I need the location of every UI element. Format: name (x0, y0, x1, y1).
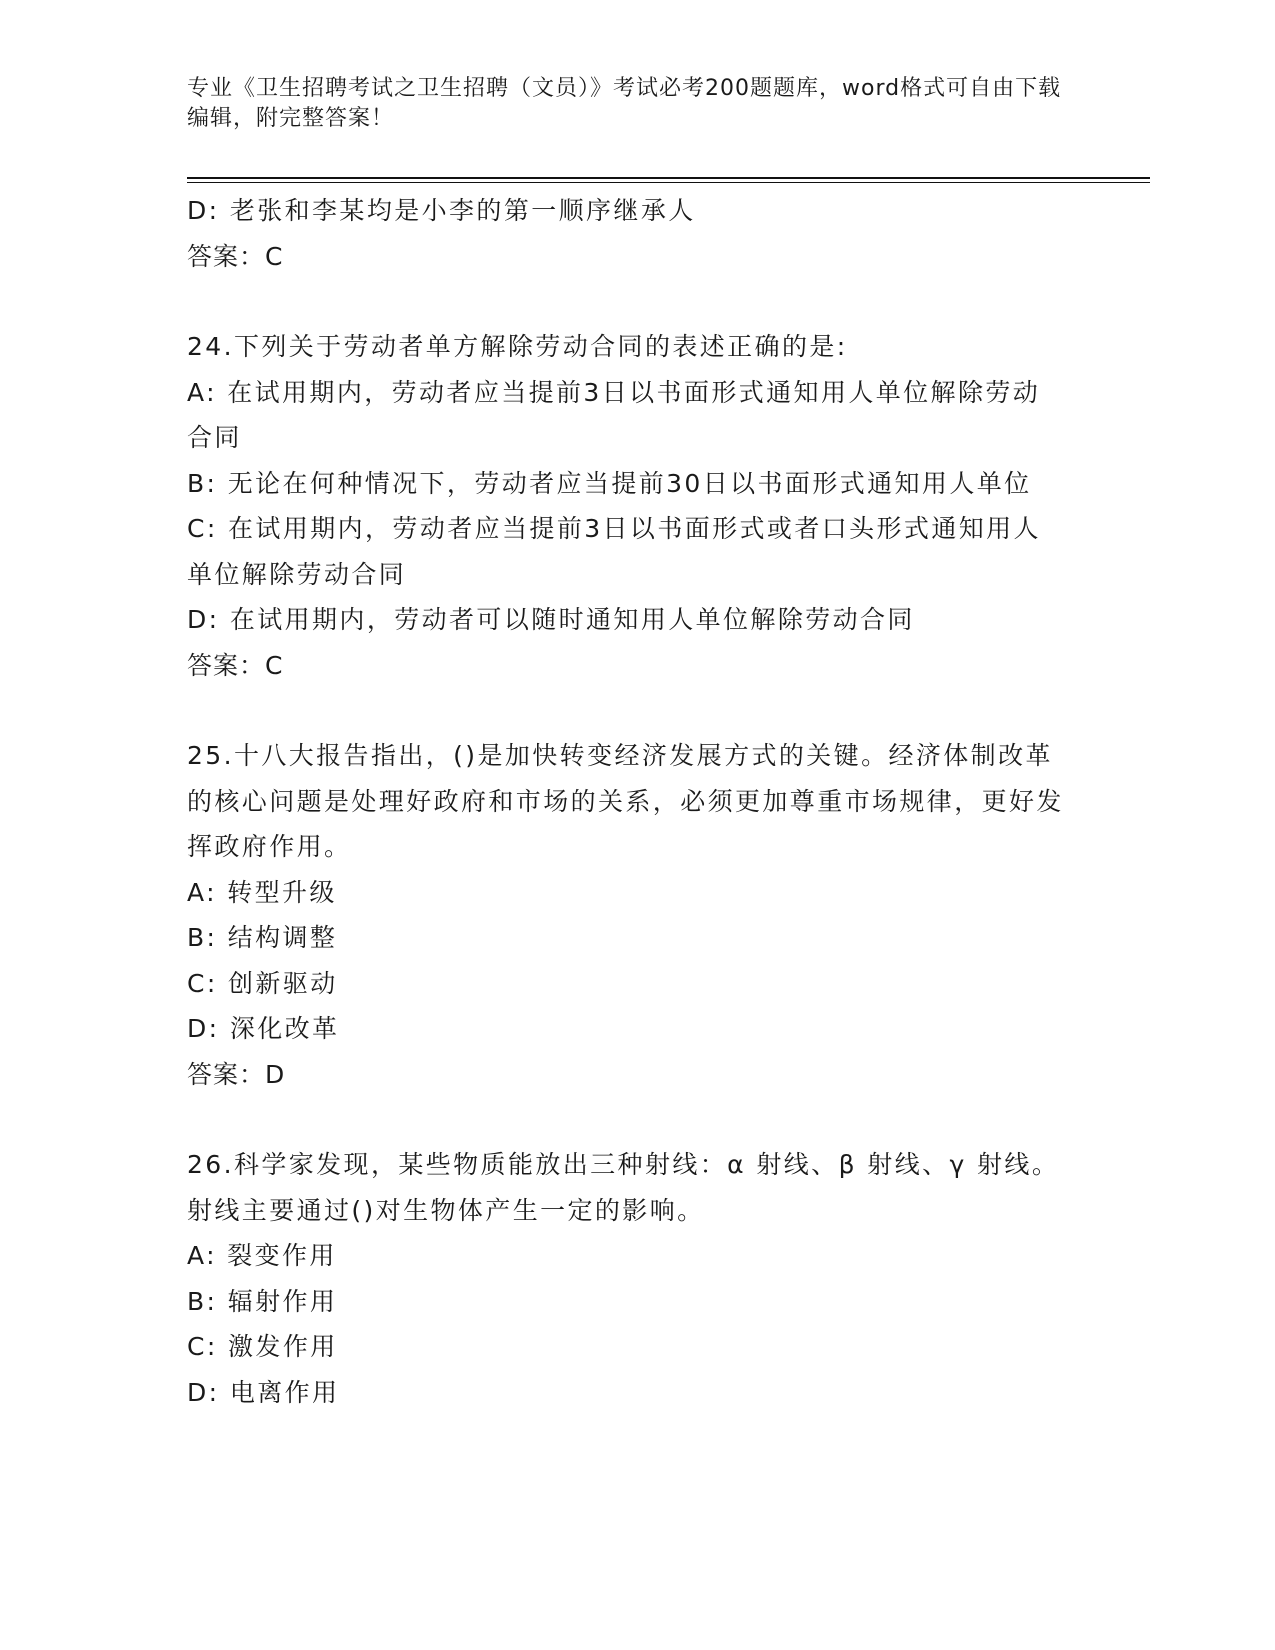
question-25 (187, 733, 1067, 1097)
option-a: A: 裂变作用 (187, 1241, 337, 1270)
answer: 答案：C (187, 241, 284, 271)
document-header-title: 专业《卫生招聘考试之卫生招聘（文员）》考试必考200题题库，word格式可自由下载编辑，附完整答案！ (187, 76, 1062, 131)
option-d: D: 在试用期内，劳动者可以随时通知用人单位解除劳动合同 (187, 605, 915, 634)
option-b: B: 结构调整 (187, 923, 338, 952)
header-divider-thin (187, 182, 1150, 183)
option-c: C: 在试用期内，劳动者应当提前3日以书面形式或者口头形式通知用人单位解除劳动合同 (187, 514, 1041, 589)
option-d: D: 电离作用 (187, 1377, 340, 1407)
option-a: A: 在试用期内，劳动者应当提前3日以书面形式通知用人单位解除劳动合同 (187, 377, 1041, 452)
option-a: A: 转型升级 (187, 877, 337, 907)
spacer (187, 279, 1067, 324)
question-23-continuation (187, 188, 1067, 279)
option-c: C: 创新驱动 (187, 968, 338, 998)
option-b: B: 辐射作用 (187, 1286, 338, 1316)
option-b: B: 无论在何种情况下，劳动者应当提前30日以书面形式通知用人单位 (187, 468, 1032, 498)
document-body (187, 188, 1067, 1415)
spacer (187, 688, 1067, 733)
answer: 答案：C (187, 650, 284, 680)
question-stem: 24.下列关于劳动者单方解除劳动合同的表述正确的是: (187, 332, 848, 361)
answer: 答案：D (187, 1059, 286, 1089)
spacer (187, 1097, 1067, 1142)
question-24 (187, 324, 1067, 688)
question-26 (187, 1142, 1067, 1415)
option-c: C: 激发作用 (187, 1332, 338, 1361)
option-d: D: 深化改革 (187, 1014, 340, 1043)
question-stem: 26.科学家发现，某些物质能放出三种射线：α 射线、β 射线、γ 射线。射线主要通过()对生物体产生一定的影响。 (187, 1150, 1060, 1225)
header-divider-thick (187, 177, 1150, 179)
option-d: D: 老张和李某均是小李的第一顺序继承人 (187, 196, 696, 225)
question-stem: 25.十八大报告指出，()是加快转变经济发展方式的关键。经济体制改革的核心问题是处理好政府和市场的关系，必须更加尊重市场规律，更好发挥政府作用。 (187, 741, 1064, 861)
